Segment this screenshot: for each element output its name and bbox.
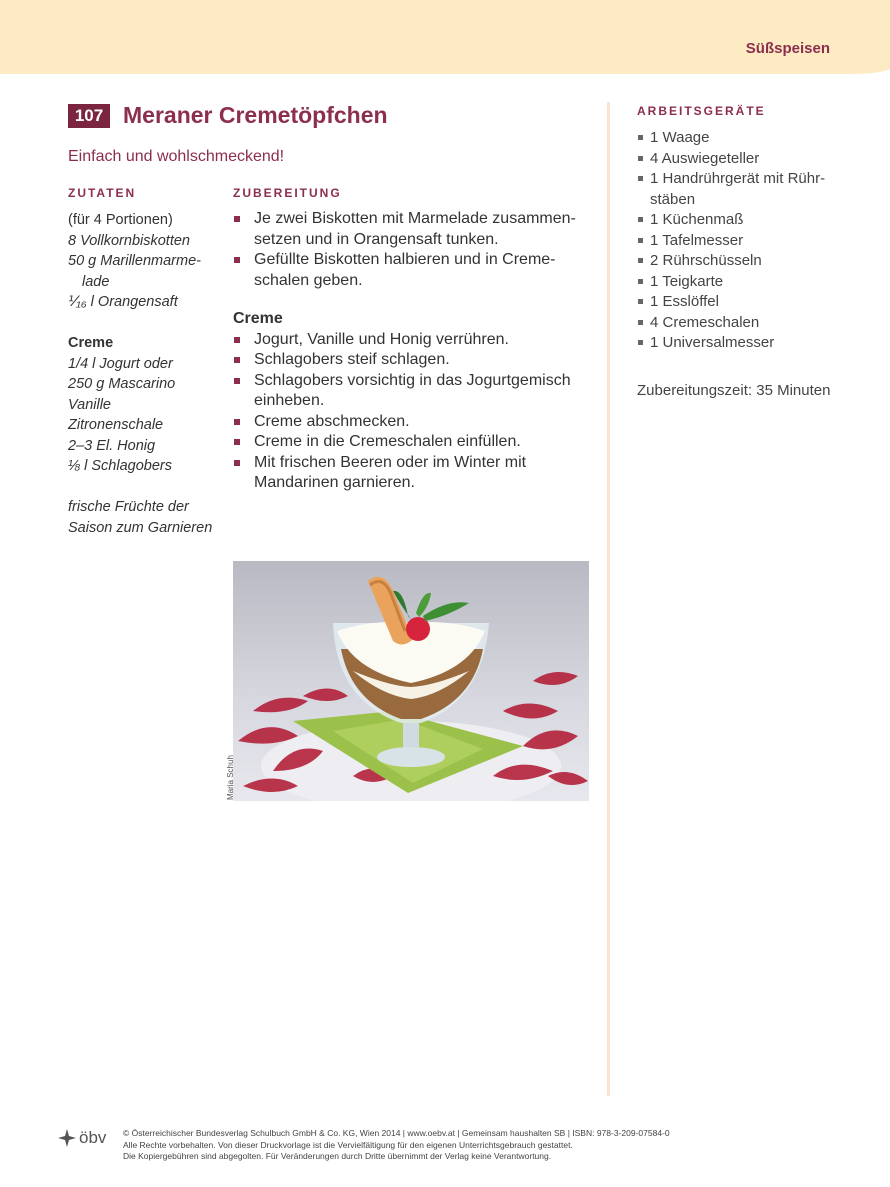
copyright-line: Die Kopiergebühren sind abgegolten. Für Veränderungen durch Dritte übernimmt der Verlag keine Verantwortung. [123, 1151, 552, 1161]
equipment-column [637, 104, 857, 399]
header-band [0, 0, 890, 74]
ingredient-line: ⅟₁₆ l Orangensaft [68, 294, 178, 310]
equipment-item: 1 Tafelmesser [637, 231, 857, 252]
recipe-title: Meraner Cremetöpfchen [123, 102, 388, 128]
creme-step: Schlagobers steif schlagen. [233, 350, 598, 371]
equipment-item: 1 Küchenmaß [637, 210, 857, 231]
dessert-photo [233, 561, 589, 801]
ingredient-line: 250 g Mascarino [68, 376, 176, 392]
recipe-subtitle: Einfach und wohlschmeckend! [68, 148, 285, 165]
preparation-step: Je zwei Biskotten mit Marmelade zusammen-setzen und in Orangensaft tunken. [233, 209, 598, 250]
ingredient-line: Vanille [68, 396, 111, 413]
equipment-item: 4 Cremeschalen [637, 313, 857, 334]
equipment-list [637, 128, 857, 354]
section-label: Süßspeisen [745, 40, 830, 57]
creme-step: Mit frischen Beeren oder im Winter mit Mandarinen garnieren. [233, 453, 598, 494]
photo-credit: Maria Schuh [226, 755, 235, 800]
copyright-text [123, 1128, 823, 1163]
creme-step: Creme in die Cremeschalen einfüllen. [233, 432, 598, 453]
column-divider [607, 102, 610, 1096]
preparation-time: Zubereitungszeit: 35 Minuten [637, 381, 831, 399]
ingredient-line: lade [82, 273, 110, 290]
ingredient-line: Zitronenschale [68, 417, 164, 433]
ingredient-line: 2–3 El. Honig [68, 437, 156, 454]
ingredients-heading: ZUTATEN [68, 186, 137, 200]
creme-step: Jogurt, Vanille und Honig verrühren. [233, 330, 598, 351]
preparation-heading: ZUBEREITUNG [233, 186, 342, 200]
ingredients-column [68, 186, 223, 538]
ingredient-line: ⅛ l Schlagobers [68, 458, 172, 474]
copyright-line: © Österreichischer Bundesverlag Schulbuch GmbH & Co. KG, Wien 2014 | www.oebv.at | Gemeinsam haushalten SB | ISBN: 978-3-209-07584-0 [123, 1128, 670, 1138]
copyright-line: Alle Rechte vorbehalten. Von dieser Druckvorlage ist die Vervielfältigung für den eigenen Unterrichtsgebrauch gestattet. [123, 1139, 573, 1150]
equipment-item: 1 Esslöffel [637, 292, 857, 313]
equipment-item: 1 Teigkarte [637, 272, 857, 293]
creme-subheading: Creme [233, 310, 283, 327]
ingredient-line: Saison zum Garnieren [68, 519, 213, 536]
creme-step: Creme abschmecken. [233, 412, 598, 433]
preparation-column [233, 186, 598, 494]
equipment-item: 1 Waage [637, 128, 857, 149]
equipment-item: 2 Rührschüsseln [637, 251, 857, 272]
recipe-header [68, 102, 388, 129]
preparation-steps [233, 209, 598, 291]
recipe-number-badge: 107 [68, 104, 110, 128]
ingredient-line: (für 4 Portionen) [68, 212, 173, 228]
creme-steps [233, 330, 598, 494]
ingredient-line: 1/4 l Jogurt oder [68, 355, 173, 372]
equipment-item: 4 Auswiegeteller [637, 149, 857, 170]
ingredient-subheading-creme: Creme [68, 335, 114, 351]
equipment-heading: ARBEITSGERÄTE [637, 104, 766, 118]
ingredient-line: 50 g Marillenmarme- [68, 253, 201, 269]
equipment-item: 1 Handrührgerät mit Rühr-stäben [637, 169, 857, 210]
ingredient-line: 8 Vollkornbiskotten [68, 232, 190, 249]
publisher-logo-text: öbv [79, 1128, 107, 1147]
equipment-item: 1 Universalmesser [637, 333, 857, 354]
ingredient-line: frische Früchte der [68, 499, 189, 515]
publisher-mark-icon [58, 1129, 76, 1147]
creme-step: Schlagobers vorsichtig in das Jogurtgemisch einheben. [233, 371, 598, 412]
publisher-logo [58, 1128, 106, 1148]
preparation-step: Gefüllte Biskotten halbieren und in Creme-schalen geben. [233, 250, 598, 291]
